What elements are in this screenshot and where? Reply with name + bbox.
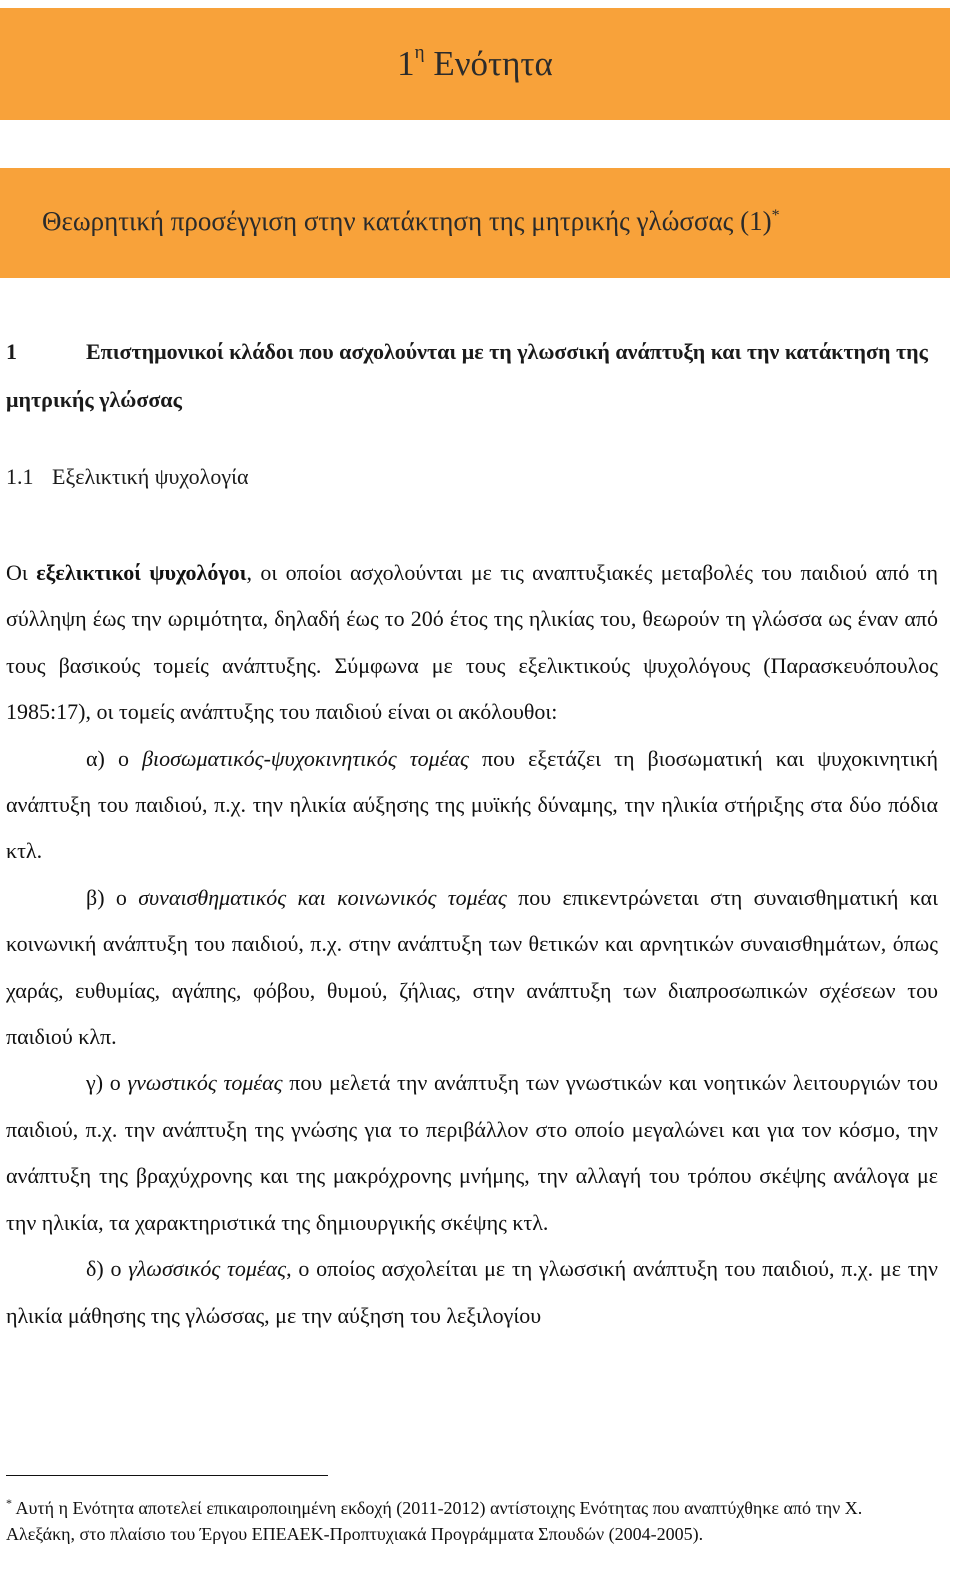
list-item-b: β) ο συναισθηματικός και κοινωνικός τομέας που επικεντρώνεται στη συναισθηματική και κοινωνική ανάπτυξη του παιδιού, π.χ. στην ανάπτυξη των θετικών και αρνητικών συναισθημάτων, όπως χαράς, ευθυμίας, αγάπης, φόβου, θυμού, ζήλιας, στην ανάπτυξη των διαπροσωπικών σχέσεων του παιδιού κλπ. [6, 884, 938, 1050]
topic-banner [0, 168, 950, 278]
list-item-a: α) ο βιοσωματικός-ψυχοκινητικός τομέας που εξετάζει τη βιοσωματική και ψυχοκινητική ανάπτυξη του παιδιού, π.χ. την ηλικία αύξησης της μυϊκής δύναμης, την ηλικία στήριξης στα δύο πόδια κτλ. [6, 745, 938, 864]
footnote: * Αυτή η Ενότητα αποτελεί επικαιροποιημένη εκδοχή (2011-2012) αντίστοιχης Ενότητας που αναπτύχθηκε από την Χ. Αλεξάκη, στο πλαίσιο του Έργου ΕΠΕΑΕΚ-Προπτυχιακά Προγράμματα Σπουδών (2004-2005). [6, 1496, 863, 1544]
section-heading-1: 1 Επιστημονικοί κλάδοι που ασχολούνται με τη γλωσσική ανάπτυξη και την κατάκτηση της μητρικής γλώσσας [6, 339, 928, 412]
body-text [6, 550, 938, 1339]
list-item-c: γ) ο γνωστικός τομέας που μελετά την ανάπτυξη των γνωστικών και νοητικών λειτουργιών του παιδιού, π.χ. την ανάπτυξη της γνώσης για το περιβάλλον στο οποίο μεγαλώνει και για τον κόσμο, την ανάπτυξη της βραχύχρονης και της μακρόχρονης μνήμης, την αλλαγή του τρόπου σκέψης ανάλογα με την ηλικία, τα χαρακτηριστικά της δημιουργικής σκέψης κτλ. [6, 1070, 938, 1235]
unit-banner [0, 8, 950, 120]
list-item-d: δ) ο γλωσσικός τομέας, ο οποίος ασχολείται με τη γλωσσική ανάπτυξη του παιδιού, π.χ. με την ηλικία μάθησης της γλώσσας, με την αύξηση του λεξιλογίου [6, 1256, 938, 1328]
section-heading-1-1: 1.1 Εξελικτική ψυχολογία [6, 464, 249, 489]
footnote-divider [6, 1475, 328, 1476]
topic-title: Θεωρητική προσέγγιση στην κατάκτηση της μητρικής γλώσσας (1)* [42, 206, 780, 236]
unit-title: $1^\eta$ Ενότητα [397, 42, 553, 83]
paragraph-intro: Οι εξελικτικοί ψυχολόγοι, οι οποίοι ασχολούνται με τις αναπτυξιακές μεταβολές του παιδιού από τη σύλληψη έως την ωριμότητα, δηλαδή έως το 20ό έτος της ηλικίας του, θεωρούν τη γλώσσα ως έναν από τους βασικούς τομείς ανάπτυξης. Σύμφωνα με τους εξελικτικούς ψυχολόγους (Παρασκευόπουλος 1985:17), οι τομείς ανάπτυξης του παιδιού είναι οι ακόλουθοι: [6, 560, 938, 725]
